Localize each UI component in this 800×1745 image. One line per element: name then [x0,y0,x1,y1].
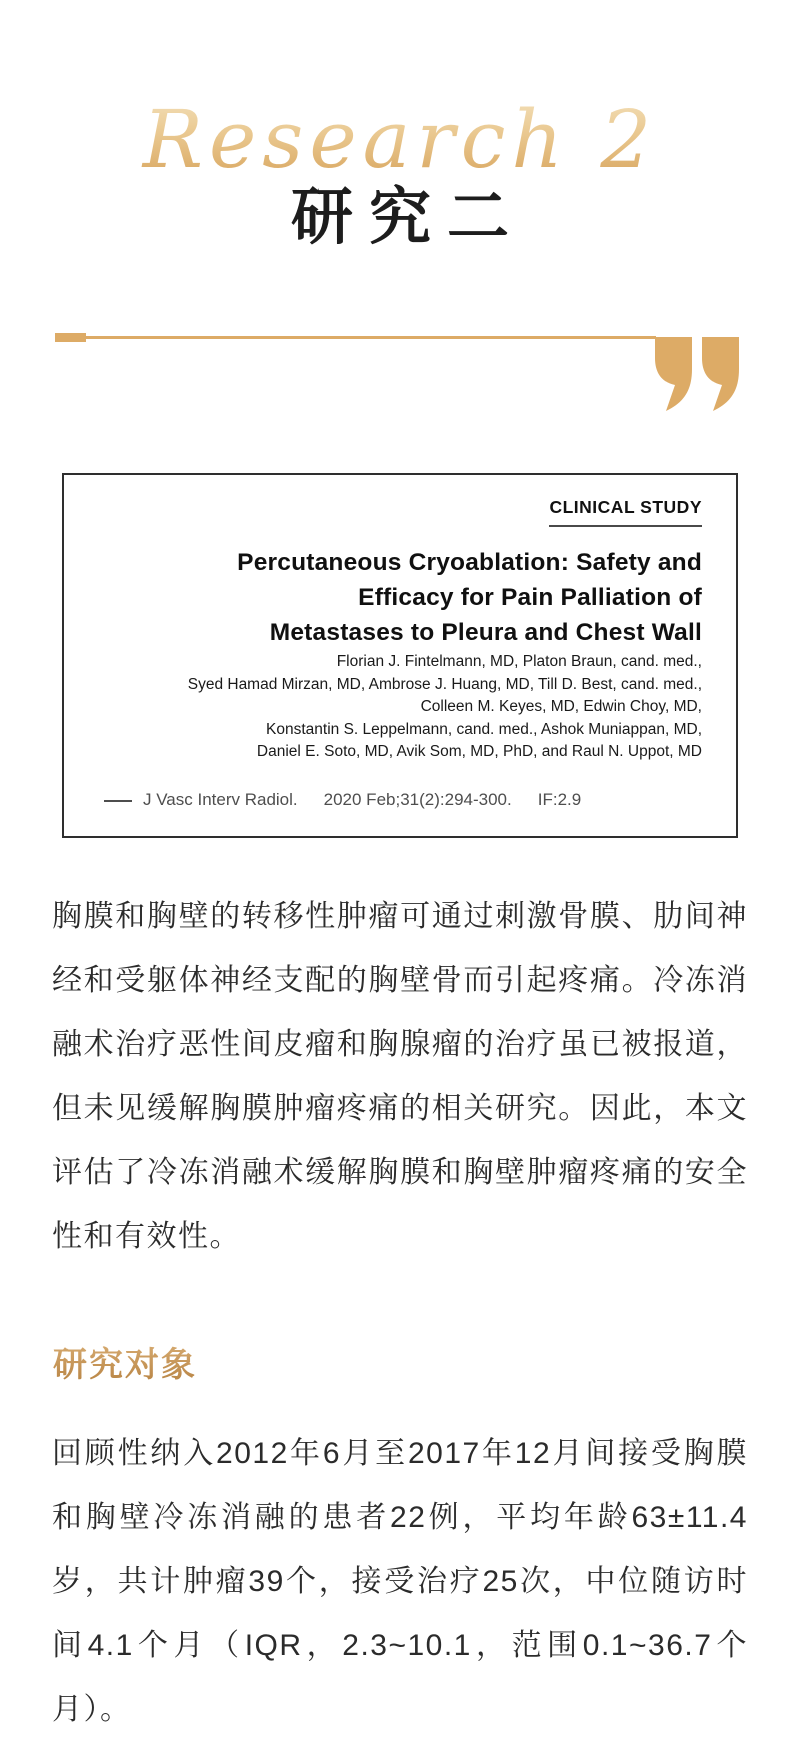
intro-paragraph: 胸膜和胸壁的转移性肿瘤可通过刺激骨膜、肋间神经和受躯体神经支配的胸壁骨而引起疼痛。冷冻消融术治疗恶性间皮瘤和胸腺瘤的治疗虽已被报道，但未见缓解胸膜肿瘤疼痛的相关研究。因此，本文评估了冷冻消融术缓解胸膜和胸壁肿瘤疼痛的安全性和有效性。 [52,900,748,1253]
paper-authors [72,651,702,764]
paper-authors-line: Florian J. Fintelmann, MD, Platon Braun, cand. med., [336,653,702,670]
clinical-study-tag: CLINICAL STUDY [549,497,702,527]
section-heading-study-subjects: 研究对象 [53,1344,197,1388]
paper-title-line: Efficacy for Pain Palliation of [358,584,702,611]
study-subjects-paragraph: 回顾性纳入2012年6月至2017年12月间接受胸膜和胸壁冷冻消融的患者22例，平均年龄63±11.4岁，共计肿瘤39个，接受治疗25次，中位随访时间4.1个月（IQR，2.3~10.1，范围0.1~36.7个月）。 [52,1437,748,1726]
paper-authors-line: Daniel E. Soto, MD, Avik Som, MD, PhD, and Raul N. Uppot, MD [256,743,702,760]
page-title: 研究二 [290,184,525,252]
citation-impact-factor: IF:2.9 [537,790,582,809]
paper-authors-line: Colleen M. Keyes, MD, Edwin Choy, MD, [420,698,702,715]
paper-title [102,545,702,650]
paper-title-line: Metastases to Pleura and Chest Wall [269,619,702,646]
paper-authors-line: Konstantin S. Leppelmann, cand. med., Ashok Muniappan, MD, [266,720,702,738]
citation-journal: J Vasc Interv Radiol. [143,790,298,809]
quote-icon [655,337,741,411]
divider-line [55,336,656,339]
research-script-title: Research 2 [0,92,800,188]
paper-title-line: Percutaneous Cryoablation: Safety and [237,549,702,576]
citation-dash-icon [104,800,132,802]
paper-authors-line: Syed Hamad Mirzan, MD, Ambrose J. Huang, MD, Till D. Best, cand. med., [187,675,702,693]
paper-card [62,473,738,838]
paper-citation [104,790,704,810]
citation-issue: 2020 Feb;31(2):294-300. [323,790,512,809]
